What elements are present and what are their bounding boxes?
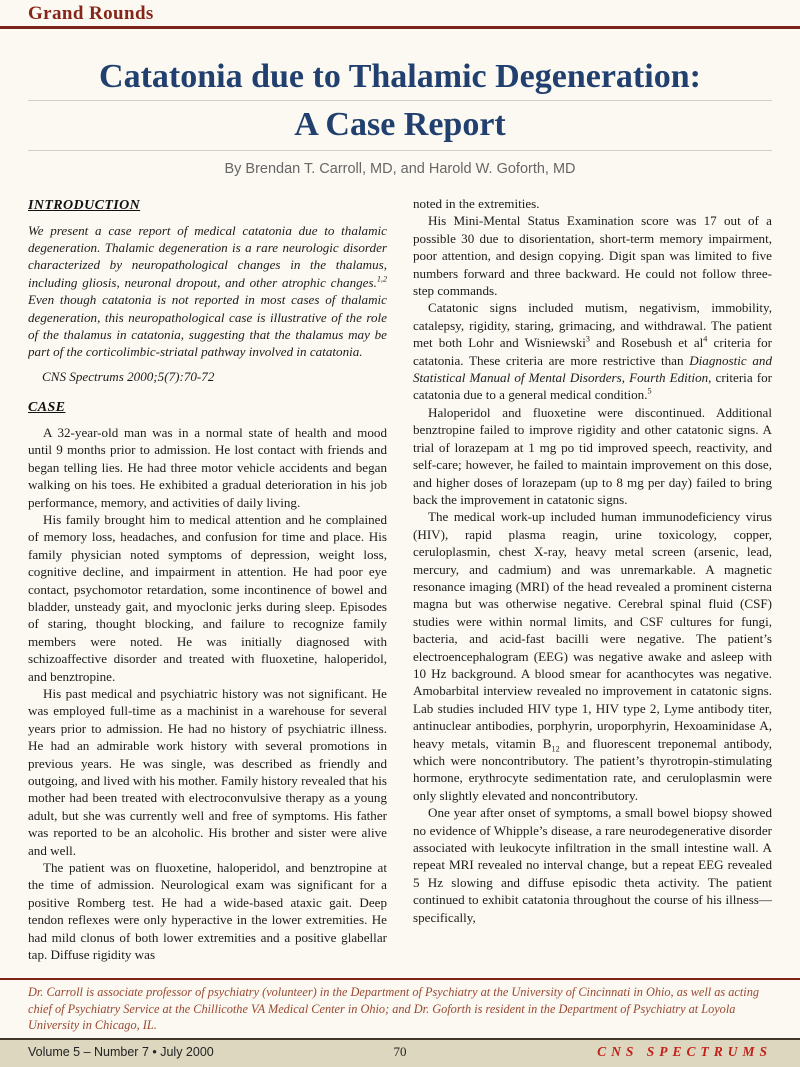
article-byline: By Brendan T. Carroll, MD, and Harold W. Goforth, MD (224, 161, 576, 177)
case-paragraph: His past medical and psychiatric history was not significant. He was employed full-time as a machinist in a warehouse for several years prior to admission. He had no history of psychiatric illness. He had an admirable work history with several promotions in previous years. He was single, was described as friendly and outgoing, and lived with his mother. Family history revealed that his mother had been treated with electroconvulsive therapy as a young adult, but she was currently well and free of symptoms. His father was reported to be an alcoholic. His brother and sister were alive and well. (28, 685, 387, 858)
case-paragraph: Catatonic signs included mutism, negativism, immobility, catalepsy, rigidity, staring, grimacing, and withdrawal. The patient met both Lohr and Wisniewski$^3$ and Rosebush et $al^4$ criteria for catatonia. These criteria are more restrictive than Diagnostic and Statistical Manual of Mental Disorders, Fourth Edition, criteria for catatonia due to a general medical condition.$^5$ (413, 300, 772, 403)
author-credits: Dr. Carroll is associate professor of psychiatry (volunteer) in the Department of Psychiatry at the University of Cincinnati in Ohio, as well as acting chief of Psychiatry Service at the Chillicothe VA Medical Center in Ohio; and Dr. Goforth is resident in the Department of Psychiatry at Loyola University in Chicago, IL. (0, 978, 800, 1038)
page-number: 70 (393, 1044, 407, 1059)
section-label: Grand Rounds (28, 3, 154, 24)
case-paragraph: The medical work-up included human immunodeficiency virus (HIV), rapid plasma reagin, urine toxicology, copper, ceruloplasmin, chest X-ray, heavy metal screen (arsenic, lead, mercury, and cadmium) and was unremarkable. A magnetic resonance imaging (MRI) of the head revealed a prominent cisterna magna but was otherwise negative. Cerebral spinal fluid (CSF) studies were within normal limits, and CSF cultures for fungi, bacteria, and acid-fast bacilli were negative. The patient’s electroencephalogram (EEG) was negative awake and asleep with 10 Hz background. A blood smear for acanthocytes was negative. Amobarbital interview revealed no improvement in catatonic signs. Lab studies included HIV type 1, HIV type 2, Lyme antibody titer, antinuclear antibodies, porphyrin, uroporphyrin, Hexoaminidase A, heavy metals, vitamin $B_{12}$ and fluorescent treponemal antibody, which were noncontributory. The patient’s thyrotropin-stimulating hormone, erythrocyte sedimentation rate, and ceruloplasmin were only slightly elevated and noncontributory. (413, 509, 772, 803)
introduction-heading: INTRODUCTION (28, 198, 141, 213)
case-paragraph: The patient was on fluoxetine, haloperidol, and benztropine at the time of admission. Neurological exam was significant for a positive Romberg test. He had a wide-based ataxic gait. Deep tendon reflexes were only hyperactive in the lower extremities. He had mild clonus of both lower extremities and a positive glabellar tap. Diffuse rigidity was (28, 860, 387, 963)
bottom-bar (0, 1038, 800, 1067)
issue-info: Volume 5 – Number 7 • July 2000 (28, 1045, 214, 1059)
left-column (28, 195, 387, 983)
title-hairline-bottom (28, 150, 772, 151)
case-paragraph: His family brought him to medical attention and he complained of memory loss, headaches, and confusion for time and place. His family physician noted symptoms of depression, weight loss, cognitive decline, and impairment in attention. He had poor eye contact, psychomotor retardation, some incontinence of bowel and bladder, unsteady gait, and myoclonic jerks during sleep. Episodes of staring, thought blocking, and failure to recognize family members were noted. He was initially diagnosed with schizoaffective disorder and treated with fluoxetine, haloperidol, and benztropine. (28, 511, 387, 684)
abstract-paragraph: We present a case report of medical catatonia due to thalamic degeneration. Thalamic degeneration is a rare neurologic disorder characterized by neuropathological changes in the thalamus, including gliosis, neuronal dropout, and other atrophic changes.$^{1,2}$ Even though catatonia is not reported in most cases of thalamic degeneration, this neuropathological case is illustrative of the role of the thalamus in catatonia, suggesting that the thalamus may be part of the corticolimbic-striatal pathway involved in catatonia. (28, 222, 387, 360)
page-footer (0, 978, 800, 1067)
right-column (413, 195, 772, 983)
article-title-line1: Catatonia due to Thalamic Degeneration: (99, 58, 701, 95)
case-heading: CASE (28, 400, 66, 416)
journal-page (0, 0, 800, 25)
masthead (28, 0, 772, 25)
case-paragraph: A 32-year-old man was in a normal state of health and mood until 9 months prior to admission. He lost contact with friends and began telling lies. He had three motor vehicle accidents and began walking on his toes. He exhibited a gradual deterioration in his job performance, memory, and activities of daily living. (28, 424, 387, 510)
case-paragraph: One year after onset of symptoms, a small bowel biopsy showed no evidence of Whipple’s disease, a rare neurodegenerative disorder associated with leukocyte infiltration in the small intestine wall. A repeat MRI revealed no interval change, but a repeat EEG revealed 5 Hz slowing and diffuse episodic theta activity. The patient continued to exhibit catatonia throughout the course of his illness—specifically, (413, 805, 772, 925)
case-paragraph: Haloperidol and fluoxetine were discontinued. Additional benztropine failed to improve rigidity and other catatonic signs. A trial of lorazepam at 1 mg po tid improved speech, reactivity, and self-care; however, he failed to maintain improvement on this dose, and higher doses of lorazepam (up to 8 mg per day) failed to bring back the improvement in catatonic signs. (413, 404, 772, 507)
article-title-block (28, 53, 772, 177)
masthead-rule (0, 26, 800, 29)
citation-line: CNS Spectrums 2000;5(7):70-72 (42, 368, 215, 384)
journal-name: CNS SPECTRUMS (597, 1044, 772, 1059)
article-title-line2: A Case Report (294, 106, 506, 143)
case-paragraph-continued: noted in the extremities. (413, 196, 540, 211)
case-paragraph: His Mini-Mental Status Examination score was 17 out of a possible 30 due to disorientation, short-term memory impairment, poor attention, and design copying. Digit span was limited to five numbers forward and three backward. He could not follow three-step commands. (413, 213, 772, 299)
article-body (28, 195, 772, 983)
